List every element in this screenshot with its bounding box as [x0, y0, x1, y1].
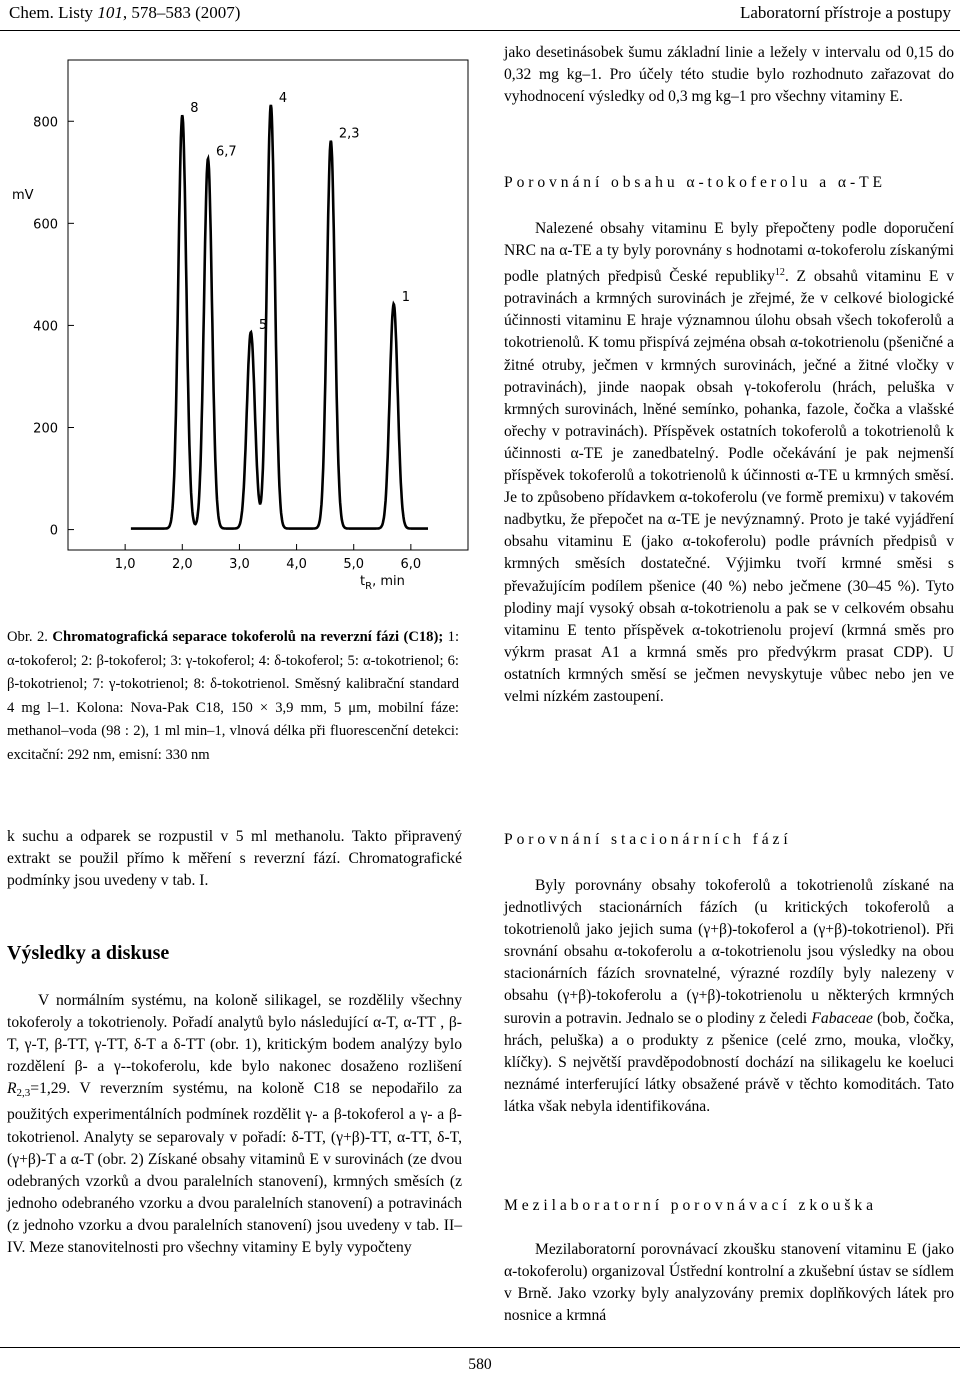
x-tick-label: 2,0: [171, 557, 193, 572]
caption-title: Chromatografická separace tokoferolů na reverzní fázi (C18);: [52, 629, 444, 645]
plot-frame: [68, 60, 468, 550]
x-tick-label: 1,0: [114, 557, 136, 572]
right-para-stationary: Byly porovnány obsahy tokoferolů a tokotrienolů získané na jednotlivých stacionárních fázích (u kritických tokoferolů a tokotrienolů jako jejich suma (γ+β)-tokoferol a (γ+β)-tokotrienol). Při srovnání obsahu α-tokoferolu a α-tokotrienolu jsou výsledky na obou stacionárních fázích srovnatelné, výrazné rozdíly byly nalezeny v obsahu (γ+β)-tokoferolu a (γ+β)-tokotrienolu u některých krmných surovin a potravin. Jednalo se o plodiny z čeledi Fabaceae (bob, čočka, hrách, peluška) a o produkty z pšenice (celé zrno, mouka, vločky, klíčky). S největší pravděpodobností dochází na silikagelu ke koeluci neznámé interferující látky obsažené právě v těchto komoditách. Tato látka však nebyla identifikována.: [504, 877, 954, 1115]
heading-stationary-phases: Porovnání stacionárních fází: [504, 831, 792, 848]
reference-12: 12: [774, 267, 785, 279]
left-para-results: V normálním systému, na koloně silikagel, se rozdělily všechny tokoferoly a tokotrienoly. Pořadí analytů bylo následující α-T, α-TT , β-T, γ-T, β-TT, γ-TT, δ-T a δ-TT (obr. 1), kritickým bodem analýzy bylo rozdělení β- a γ--tokoferolu, kde bylo nakonec dosaženo rozlišení $R_{2,3}=1,29$. V reverzním systému, na koloně C18 se nepodařilo za použitých experimentálních podmínek rozdělit γ- a β-tokoferol a γ- a β-tokotrienol. Analyty se separovaly v pořadí: δ-TT, (γ+β)-TT, α-TT, δ-T, (γ+β)-T a α-T (obr. 2) Získané obsahy vitaminů E v surovinách (ze dvou odebraných vzorků a dvou paralelních stanovení), krmných směsích (z jednoho odebraného vzorku a dvou paralelních stanovení) a potravinách (z jednoho vzorku a dvou paralelních stanovení) jsou uvedeny v tab. II–IV. Meze stanovitelnosti pro všechny vitaminy E byly vypočteny: [7, 992, 462, 1257]
results-heading: Výsledky a diskuse: [7, 942, 170, 964]
footer-rule: [0, 1347, 960, 1348]
page-number: 580: [468, 1356, 492, 1373]
y-tick-label: 800: [33, 115, 58, 131]
peak-label: 2,3: [338, 126, 360, 142]
journal-name: Chem. Listy: [9, 3, 98, 22]
figure-caption: [7, 626, 459, 767]
right-para-intro: jako desetinásobek šumu základní linie a ležely v intervalu od 0,15 do 0,32 mg kg–1. Pro účely této studie bylo rozhodnuto zařazovat do vyhodnocení výsledky od 0,3 mg kg–1 pro všechny vitaminy E.: [504, 44, 954, 106]
heading-interlab: Mezilaboratorní porovnávací zkouška: [504, 1197, 877, 1214]
y-tick-label: 0: [49, 523, 58, 539]
page-header: [0, 0, 960, 30]
caption-prefix: Obr. 2.: [7, 629, 53, 645]
resolution-symbol: R: [7, 1080, 17, 1098]
right-para-interlab: Mezilaboratorní porovnávací zkoušku stanovení vitaminu E (jako α-tokoferolu) organizoval Ústřední kontrolní a zkušební ústav se sídlem v Brně. Jako vzorky byly analyzovány premix doplňkových látek pro nosnice a krmná: [504, 1241, 954, 1325]
signal-trace: [131, 105, 428, 529]
x-tick-label: 4,0: [286, 557, 307, 572]
heading-alpha-te: Porovnání obsahu α-tokoferolu a α-TE: [504, 174, 886, 191]
left-para-extract: k suchu a odparek se rozpustil v 5 ml methanolu. Takto připravený extrakt se použil přímo k měření s reverzní fází. Chromatografické podmínky jsou uvedeny v tab. I.: [7, 828, 462, 890]
x-tick-label: 6,0: [400, 557, 422, 572]
y-axis-label: mV: [12, 188, 34, 203]
header-rule: [0, 30, 960, 31]
journal-citation: [9, 3, 240, 23]
y-tick-label: 600: [33, 217, 58, 233]
peak-label: 6,7: [216, 144, 237, 160]
peak-label: 5: [258, 318, 268, 334]
section-name: Laboratorní přístroje a postupy: [739, 3, 951, 22]
peak-label: 8: [190, 101, 199, 117]
x-tick-label: 5,0: [343, 557, 365, 572]
caption-text: 1: α-tokoferol; 2: β-tokoferol; 3: γ-tokoferol; 4: δ-tokoferol; 5: α-tokotrienol; 6: β-tokotrienol; 7: γ-tokotrienol; 8: δ-tokotrienol. Směsný kalibrační standard 4 mg l–1. Kolona: Nova-Pak C18, 150 × 3,9 mm, 5 μm, mobilní fáze: methanol–voda (98 : 2), 1 ml min–1, vlnová délka při fluorescenční detekci: excitační: 292 nm, emisní: 330 nm: [7, 629, 460, 763]
journal-pages: , 578–583 (2007): [122, 3, 241, 22]
peak-label: 1: [401, 290, 410, 305]
right-para-alpha-te: Nalezené obsahy vitaminu E byly přepočteny podle doporučení NRC na α-TE a ty byly porovnány s hodnotami α-tokoferolu získanými podle platných předpisů České republiky$^{12}$. Z obsahů vitaminu E v potravinách a krmných surovinách je zřejmé, že v celkové biologické účinnosti vitaminu E hraje významnou úlohu obsah všech tokoferolů a tokotrienolů. K tomu přispívá zejména obsah α-tokotrienolu (pšeničné a žitné otruby, ječmen v krmných surovinách, ječné a žitné vločky v potravinách), jinde naopak obsah γ-tokoferolu (hrách, peluška v krmných surovinách, lněné semínko, pohanka, fazole, čočka a vlašské ořechy v potravinách). Příspěvek ostatních tokoferolů a tokotrienolů k účinnosti α-TE je zanedbatelný. Podle očekávání je pak nejmenší příspěvek tokoferolů a tokotrienolů k účinnosti α-TE u krmných směsí. Je to způsobeno přídavkem α-tokoferolu (ve formě premixu) v takovém nadbytku, že přepočet na α-TE je nevýznamný. Proto je také vyjádření obsahu vitaminu E (jako α-tokoferolu) podle právních předpisů v krmných směsích dostatečné. Výjimku tvoří krmné směsi s převažujícím podílem pšenice (40 %) nebo ječmene (30–45 %). Tyto plodiny mají vysoký obsah α-tokotrienolu a pak se v celkovém obsahu vitaminu E tento příspěvek α-tokotrienolu projeví (krmná směs pro výkrm prasat A1 a krmná směs pro předvýkrm prasat CDP). U ostatních krmných směsí se ječmen nevyskytuje vůbec nebo jen ve velmi nízkém zastoupení.: [504, 220, 954, 705]
y-tick-label: 200: [33, 421, 58, 437]
journal-volume: 101: [97, 3, 123, 22]
y-tick-label: 400: [33, 319, 58, 335]
chromatogram-chart: [0, 40, 490, 600]
peak-label: 4: [278, 90, 288, 106]
x-axis-label: $t_R$, min: [360, 574, 405, 592]
x-tick-label: 3,0: [229, 557, 250, 572]
